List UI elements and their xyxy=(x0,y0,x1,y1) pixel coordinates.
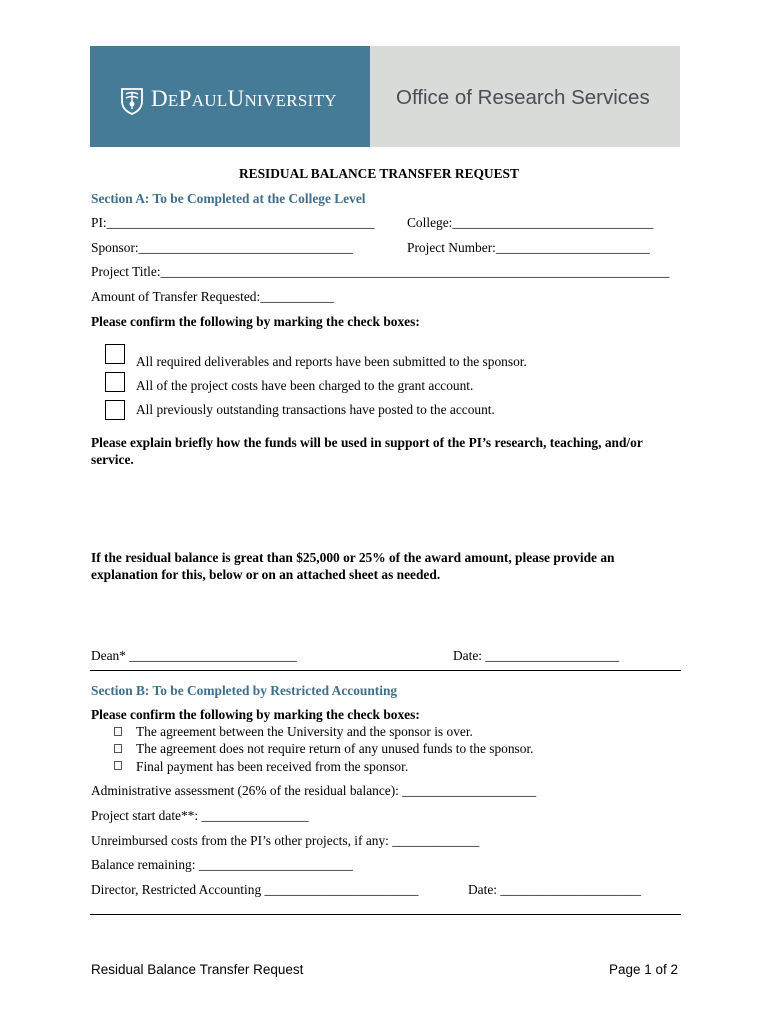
section-a-heading: Section A: To be Completed at the College Level xyxy=(91,191,366,206)
checkbox-costs-charged[interactable] xyxy=(105,372,125,392)
check-label-no-return: The agreement does not require return of any unused funds to the sponsor. xyxy=(136,741,534,756)
checkbox-transactions-posted[interactable] xyxy=(105,400,125,420)
college-field[interactable]: College:______________________________ xyxy=(407,215,654,230)
residual-prompt-line1: If the residual balance is great than $25,000 or 25% of the award amount, please provide an xyxy=(91,550,615,565)
check-label-transactions-posted: All previously outstanding transactions have posted to the account. xyxy=(136,402,495,417)
dean-signature-field[interactable]: Dean* _________________________ xyxy=(91,648,297,663)
project-number-field[interactable]: Project Number:_______________________ xyxy=(407,240,650,255)
section-b-heading: Section B: To be Completed by Restricted Accounting xyxy=(91,683,398,698)
director-date-field[interactable]: Date: _____________________ xyxy=(468,882,641,897)
university-seal-icon xyxy=(120,85,144,115)
director-signature-field[interactable]: Director, Restricted Accounting _______________________ xyxy=(91,882,419,897)
project-title-field[interactable]: Project Title:____________________________________________________________________________ xyxy=(91,264,670,279)
checkbox-agreement-over[interactable] xyxy=(114,727,122,736)
confirm-prompt-a: Please confirm the following by marking the check boxes: xyxy=(91,314,420,329)
check-label-deliverables: All required deliverables and reports have been submitted to the sponsor. xyxy=(136,354,527,369)
form-title: RESIDUAL BALANCE TRANSFER REQUEST xyxy=(239,166,519,181)
sponsor-field[interactable]: Sponsor:________________________________ xyxy=(91,240,353,255)
checkbox-no-return[interactable] xyxy=(114,744,122,753)
office-name: Office of Research Services xyxy=(396,86,650,109)
amount-field[interactable]: Amount of Transfer Requested:___________ xyxy=(91,289,334,304)
admin-assessment-field[interactable]: Administrative assessment (26% of the residual balance): ____________________ xyxy=(91,783,537,798)
balance-remaining-field[interactable]: Balance remaining: _______________________ xyxy=(91,857,353,872)
confirm-prompt-b: Please confirm the following by marking the check boxes: xyxy=(91,707,420,722)
university-logo: DEPAULUNIVERSITY xyxy=(151,86,337,111)
bottom-divider xyxy=(90,914,681,915)
check-label-costs-charged: All of the project costs have been charged to the grant account. xyxy=(136,378,474,393)
unreimbursed-costs-field[interactable]: Unreimbursed costs from the PI’s other projects, if any: _____________ xyxy=(91,833,480,848)
footer-document-name: Residual Balance Transfer Request xyxy=(91,962,304,977)
explain-prompt-line2: service. xyxy=(91,452,134,467)
footer-page-number: Page 1 of 2 xyxy=(609,962,679,977)
dean-date-field[interactable]: Date: ____________________ xyxy=(453,648,620,663)
checkbox-deliverables[interactable] xyxy=(105,344,125,364)
section-divider xyxy=(90,670,681,671)
project-start-date-field[interactable]: Project start date**: ________________ xyxy=(91,808,309,823)
check-label-agreement-over: The agreement between the University and the sponsor is over. xyxy=(136,724,473,739)
checkbox-final-payment[interactable] xyxy=(114,761,122,770)
pi-field[interactable]: PI:________________________________________ xyxy=(91,215,375,230)
explain-prompt-line1: Please explain briefly how the funds will be used in support of the PI’s research, teaching, and/or xyxy=(91,435,643,450)
check-label-final-payment: Final payment has been received from the sponsor. xyxy=(136,759,409,774)
residual-prompt-line2: explanation for this, below or on an attached sheet as needed. xyxy=(91,567,441,582)
